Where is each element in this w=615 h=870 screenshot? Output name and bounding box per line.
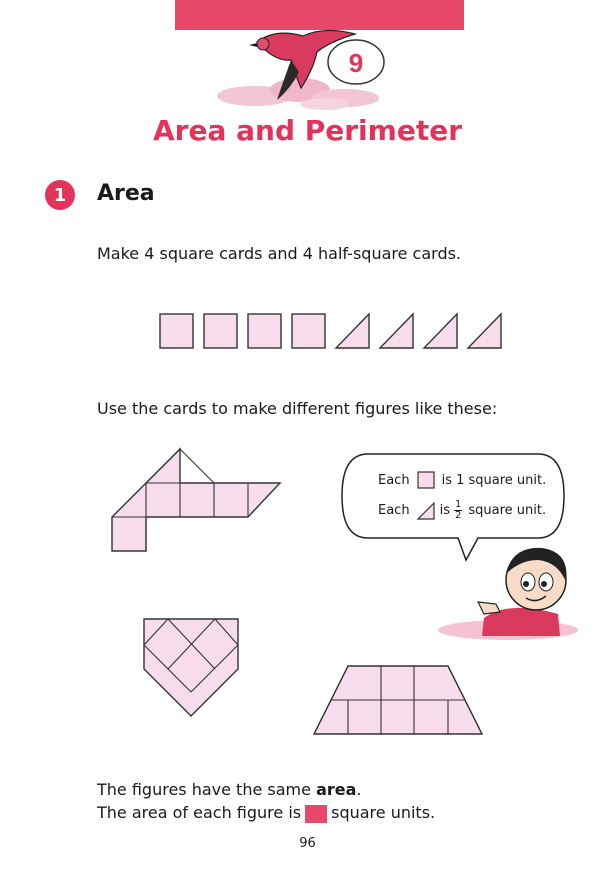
boy-character-illustration <box>438 540 588 640</box>
bubble-line-square <box>378 471 546 489</box>
card-row <box>155 310 510 354</box>
chapter-badge <box>328 40 384 84</box>
section-title: Area <box>97 181 155 206</box>
square-card <box>204 314 237 348</box>
page-number: 96 <box>299 836 316 851</box>
chapter-number: 9 <box>348 48 364 78</box>
answer-box[interactable] <box>305 805 327 823</box>
instruction-use-cards: Use the cards to make different figures like these: <box>97 399 498 418</box>
bubble-square-text: is 1 square unit. <box>441 472 547 488</box>
instruction-make-cards: Make 4 square cards and 4 half-square cards. <box>97 244 462 263</box>
bubble-half-text: square unit. <box>468 503 547 518</box>
bird-illustration <box>205 18 425 118</box>
figure-two <box>140 615 244 721</box>
figure-one <box>108 445 284 555</box>
bubble-each-2: Each <box>378 503 410 518</box>
half-square-card <box>424 314 457 348</box>
conclusion-line-1: The figures have the same area. <box>97 780 362 799</box>
bubble-line-half-square <box>378 500 546 521</box>
half-square-card <box>380 314 413 348</box>
section-number-badge: 1 <box>45 180 75 210</box>
bubble-is-text: is <box>439 503 450 518</box>
chapter-title: Area and Perimeter <box>153 114 462 147</box>
half-square-card <box>336 314 369 348</box>
square-unit-icon <box>416 471 436 489</box>
conclusion-text-1: The figures have the same <box>97 780 317 799</box>
square-card <box>292 314 325 348</box>
half-square-card <box>468 314 501 348</box>
square-card <box>248 314 281 348</box>
square-card <box>160 314 193 348</box>
one-half-fraction: $\frac{1}{2}$ <box>454 499 462 521</box>
conclusion-text-2: The area of each figure is <box>97 803 302 822</box>
area-keyword: area <box>316 780 357 799</box>
conclusion-line-2 <box>97 803 435 823</box>
half-square-unit-icon <box>416 502 436 520</box>
bubble-each-1: Each <box>378 472 410 488</box>
conclusion-text-3: square units. <box>331 803 436 822</box>
figure-three <box>310 660 486 738</box>
